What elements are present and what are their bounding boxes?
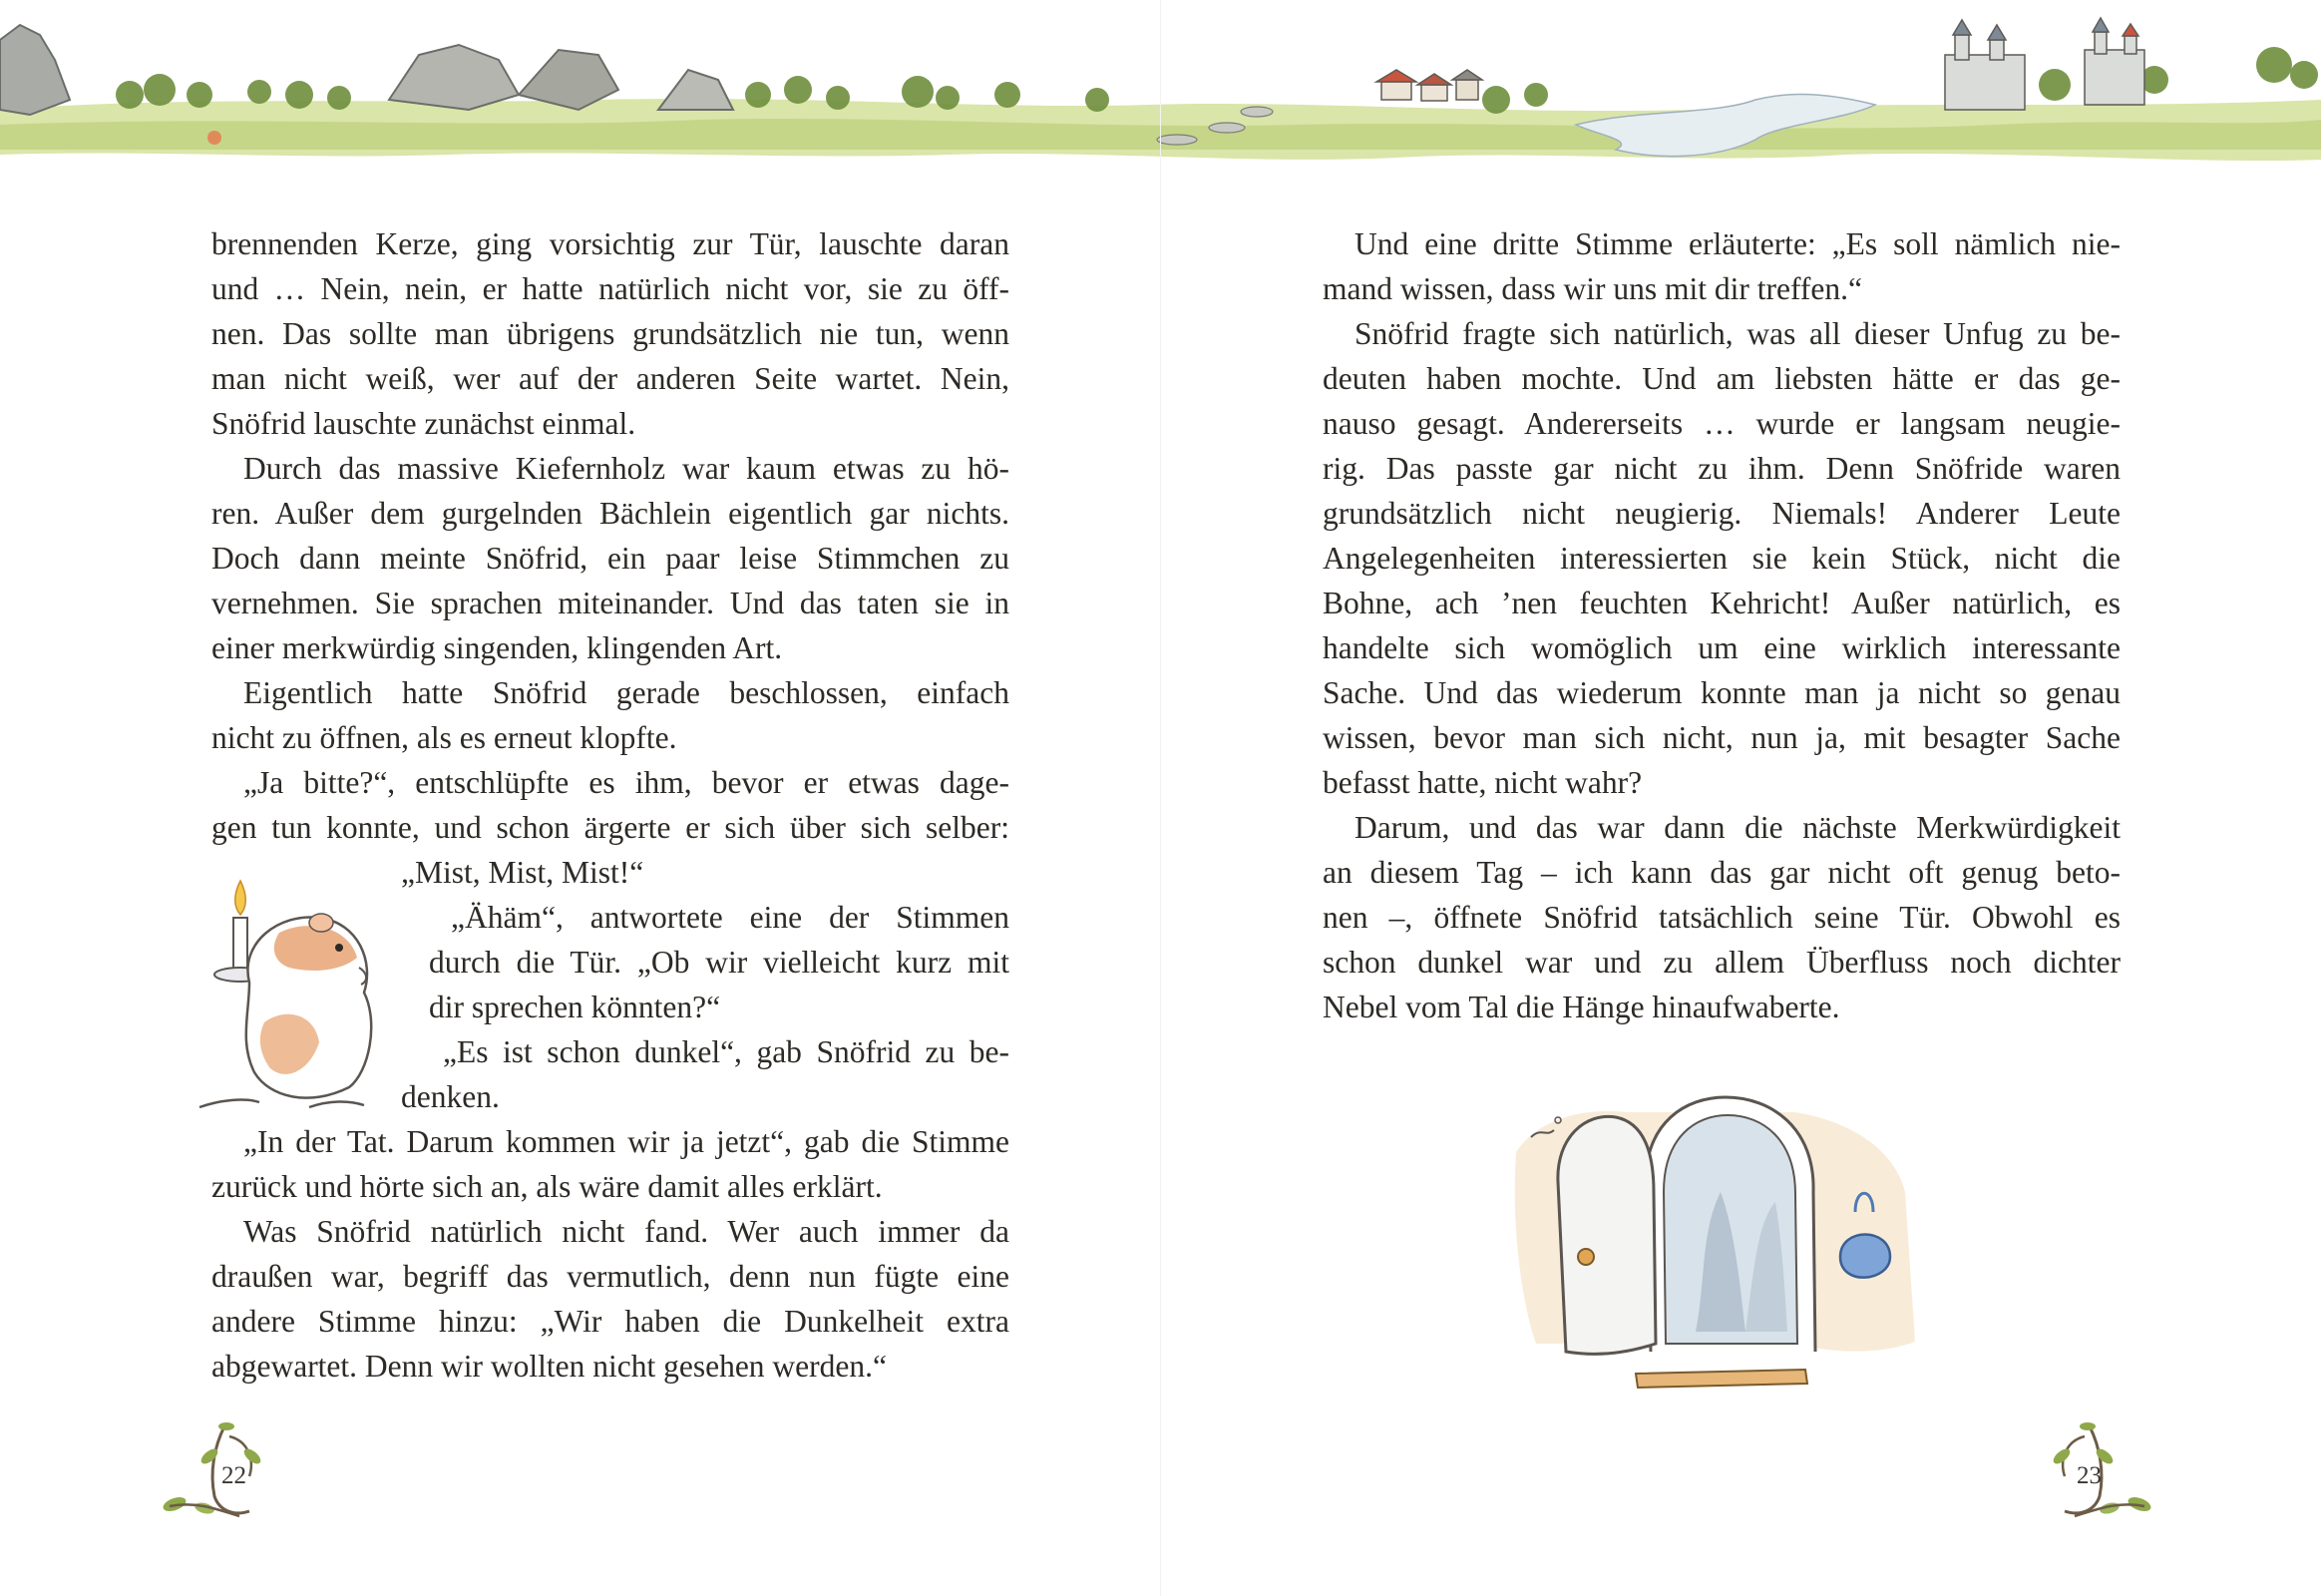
text-line: nen. Das sollte man übrigens grundsätzlich nie tun, wenn: [211, 316, 1009, 351]
text-line: dir sprechen könnten?“: [429, 990, 721, 1024]
text-line: rig. Das passte gar nicht zu ihm. Denn Snöfride waren: [1323, 451, 2121, 486]
text-line: nauso gesagt. Andererseits … wurde er langsam neugie-: [1323, 406, 2121, 441]
text-line: einer merkwürdig singenden, klingenden Art.: [211, 630, 783, 665]
text-line: und … Nein, nein, er hatte natürlich nicht vor, sie zu öff-: [211, 271, 1009, 306]
text-line: denken.: [401, 1079, 500, 1114]
text-line: Angelegenheiten interessierten sie kein Stück, nicht die: [1323, 541, 2121, 576]
open-round-door-illustration: [1496, 1082, 1935, 1401]
left-page-text: [211, 221, 1009, 1389]
text-line: Bohne, ach ’nen feuchten Kehricht! Außer natürlich, es: [1323, 586, 2121, 620]
page-number: 22: [221, 1462, 246, 1489]
text-line: Was Snöfrid natürlich nicht fand. Wer auch immer da: [243, 1214, 1009, 1249]
gutter-line: [1160, 0, 1161, 1596]
text-line: Durch das massive Kiefernholz war kaum etwas zu hö-: [243, 451, 1009, 486]
text-line: Eigentlich hatte Snöfrid gerade beschlossen, einfach: [243, 675, 1009, 710]
text-line: „Ähäm“, antwortete eine der Stimmen: [451, 900, 1009, 935]
text-line: mand wissen, dass wir uns mit dir treffen.“: [1323, 271, 1862, 306]
text-line: Darum, und das war dann die nächste Merkwürdigkeit: [1354, 810, 2121, 845]
text-line: schon dunkel war und zu allem Überfluss noch dichter: [1323, 945, 2121, 980]
text-line: vernehmen. Sie sprachen miteinander. Und das taten sie in: [211, 586, 1009, 620]
text-line: befasst hatte, nicht wahr?: [1323, 765, 1643, 800]
text-line: Und eine dritte Stimme erläuterte: „Es soll nämlich nie-: [1354, 226, 2121, 261]
text-line: Nebel vom Tal die Hänge hinaufwaberte.: [1323, 990, 1840, 1024]
text-line: Sache. Und das wiederum konnte man ja nicht so genau: [1323, 675, 2121, 710]
text-line: ren. Außer dem gurgelnden Bächlein eigentlich gar nichts.: [211, 496, 1009, 531]
text-line: grundsätzlich nicht neugierig. Niemals! Anderer Leute: [1323, 496, 2121, 531]
text-line: „Es ist schon dunkel“, gab Snöfrid zu be-: [443, 1034, 1009, 1069]
text-line: nicht zu öffnen, als es erneut klopfte.: [211, 720, 677, 755]
text-line: deuten haben mochte. Und am liebsten hätte er das ge-: [1323, 361, 2121, 396]
text-line: wissen, bevor man sich nicht, nun ja, mit besagter Sache: [1323, 720, 2121, 755]
text-line: nen –, öffnete Snöfrid tatsächlich seine Tür. Obwohl es: [1323, 900, 2121, 935]
text-line: draußen war, begriff das vermutlich, denn nun fügte eine: [211, 1259, 1009, 1294]
text-line: „Ja bitte?“, entschlüpfte es ihm, bevor er etwas dage-: [243, 765, 1009, 800]
page-number: 23: [2077, 1462, 2102, 1489]
text-line: brennenden Kerze, ging vorsichtig zur Tür, lauschte daran: [211, 226, 1009, 261]
text-line: andere Stimme hinzu: „Wir haben die Dunkelheit extra: [211, 1304, 1009, 1339]
text-line: Doch dann meinte Snöfrid, ein paar leise Stimmchen zu: [211, 541, 1009, 576]
right-page-text: [1323, 221, 2121, 1029]
text-line: man nicht weiß, wer auf der anderen Seite wartet. Nein,: [211, 361, 1009, 396]
hamster-with-candle-illustration: [190, 873, 409, 1117]
text-line: „Mist, Mist, Mist!“: [401, 855, 644, 890]
text-line: abgewartet. Denn wir wollten nicht gesehen werden.“: [211, 1349, 887, 1384]
text-line: zurück und hörte sich an, als wäre damit alles erklärt.: [211, 1169, 883, 1204]
text-line: Snöfrid fragte sich natürlich, was all dieser Unfug zu be-: [1354, 316, 2121, 351]
text-line: handelte sich womöglich um eine wirklich interessante: [1323, 630, 2121, 665]
text-line: „In der Tat. Darum kommen wir ja jetzt“, gab die Stimme: [243, 1124, 1009, 1159]
text-line: an diesem Tag – ich kann das gar nicht oft genug beto-: [1323, 855, 2121, 890]
text-line: durch die Tür. „Ob wir vielleicht kurz mit: [429, 945, 1009, 980]
text-line: Snöfrid lauschte zunächst einmal.: [211, 406, 636, 441]
text-line: gen tun konnte, und schon ärgerte er sich über sich selber:: [211, 810, 1009, 845]
